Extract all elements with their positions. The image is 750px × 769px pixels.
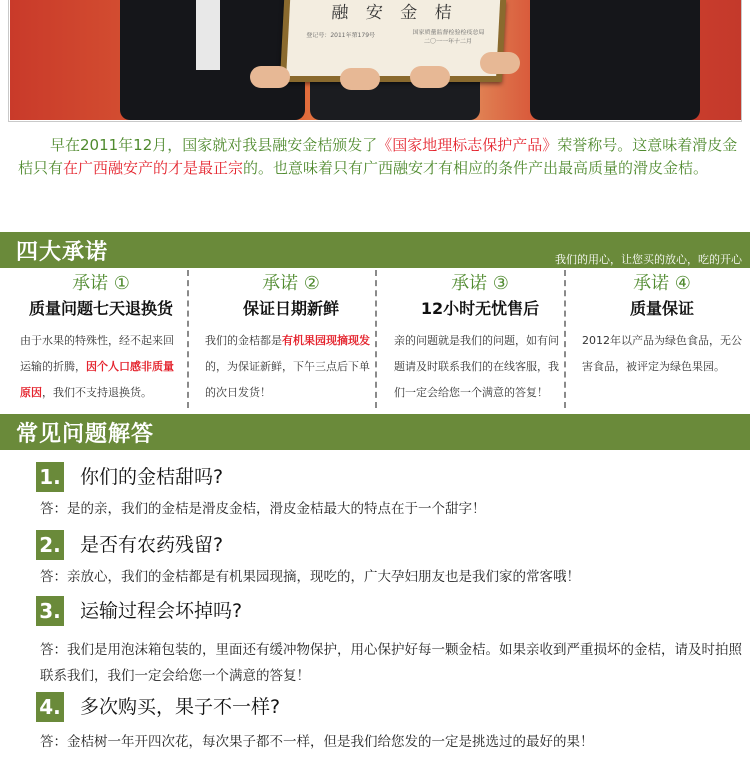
promise-title: 12小时无忧售后 (420, 299, 540, 318)
plaque-registration: 登记号：2011年第179号 (306, 32, 376, 39)
promise-desc: 2012年以产品为绿色食品，无公害食品，被评定为绿色果园。 (582, 334, 742, 373)
promise-card (390, 270, 570, 408)
promise-divider (375, 270, 377, 408)
faq-number: 1. (36, 462, 64, 492)
faq-number: 4. (36, 692, 64, 722)
promise-heading: 承诺 ① (72, 273, 130, 294)
plaque-issuer: 国家质量监督检验检疫总局 二〇一一年十二月 (412, 29, 485, 45)
promise-card (578, 270, 746, 408)
promise-heading: 承诺 ③ (451, 273, 509, 294)
promise-desc: 我们的金桔都是有机果园现摘现发的，为保证新鲜，下午三点后下单的次日发货！ (205, 334, 370, 399)
faq-answer: 答：我们是用泡沫箱包装的，里面还有缓冲物保护，用心保护好每一颗金桔。如果亲收到严重损坏的金桔，请及时拍照联系我们，我们一定会给您一个满意的答复！ (40, 642, 742, 684)
promises-title: 四大承诺 (16, 240, 109, 265)
photo-frame (8, 0, 742, 122)
promises-grid (16, 270, 750, 408)
promise-card (201, 270, 381, 408)
faq-question-text: 多次购买，果子不一样? (80, 696, 281, 718)
faq-question-text: 是否有农药残留? (80, 534, 224, 556)
promise-title: 保证日期新鲜 (242, 299, 339, 318)
promises-header (0, 232, 750, 268)
promise-divider (187, 270, 189, 408)
plaque-title: 融 安 金 桔 (330, 3, 459, 23)
intro-highlight-title: 《国家地理标志保护产品》 (377, 136, 558, 154)
promise-title: 质量问题七天退换货 (28, 299, 173, 318)
promise-desc: 亲的问题就是我们的问题，如有问题请及时联系我们的在线客服，我们一定会给您一个满意的答复！ (394, 334, 559, 399)
faq-question-text: 你们的金桔甜吗? (80, 466, 224, 488)
promise-divider (564, 270, 566, 408)
promises-subtitle: 我们的用心，让您买的放心，吃的开心 (555, 253, 742, 266)
faq-number: 2. (36, 530, 64, 560)
faq-answer: 答：是的亲，我们的金桔是滑皮金桔，滑皮金桔最大的特点在于一个甜字！ (40, 501, 486, 517)
promise-desc: 由于水果的特殊性，经不起来回运输的折腾，因个人口感非质量原因，我们不支持退换货。 (20, 334, 174, 399)
faq-title: 常见问题解答 (16, 422, 155, 447)
intro-highlight-origin: 在广西融安产的才是最正宗 (63, 159, 244, 177)
faq-answer: 答：金桔树一年开四次花，每次果子都不一样，但是我们给您发的一定是挑选过的最好的果！ (40, 734, 594, 750)
faq-number: 3. (36, 596, 64, 626)
intro-paragraph: 早在2011年12月，国家就对我县融安金桔颁发了《国家地理标志保护产品》荣誉称号。这意味着滑皮金桔只有在广西融安产的才是最正宗的。也意味着只有广西融安才有相应的条件产出最高质量的滑皮金桔。 (18, 136, 738, 177)
promise-title: 质量保证 (629, 299, 694, 318)
promise-card (16, 270, 186, 408)
faq-question-text: 运输过程会坏掉吗? (80, 600, 243, 622)
faq-answer: 答：亲放心，我们的金桔都是有机果园现摘，现吃的，广大孕妇朋友也是我们家的常客哦！ (40, 569, 580, 585)
faq-header (0, 414, 750, 450)
promise-heading: 承诺 ② (262, 273, 320, 294)
promise-heading: 承诺 ④ (633, 273, 691, 294)
